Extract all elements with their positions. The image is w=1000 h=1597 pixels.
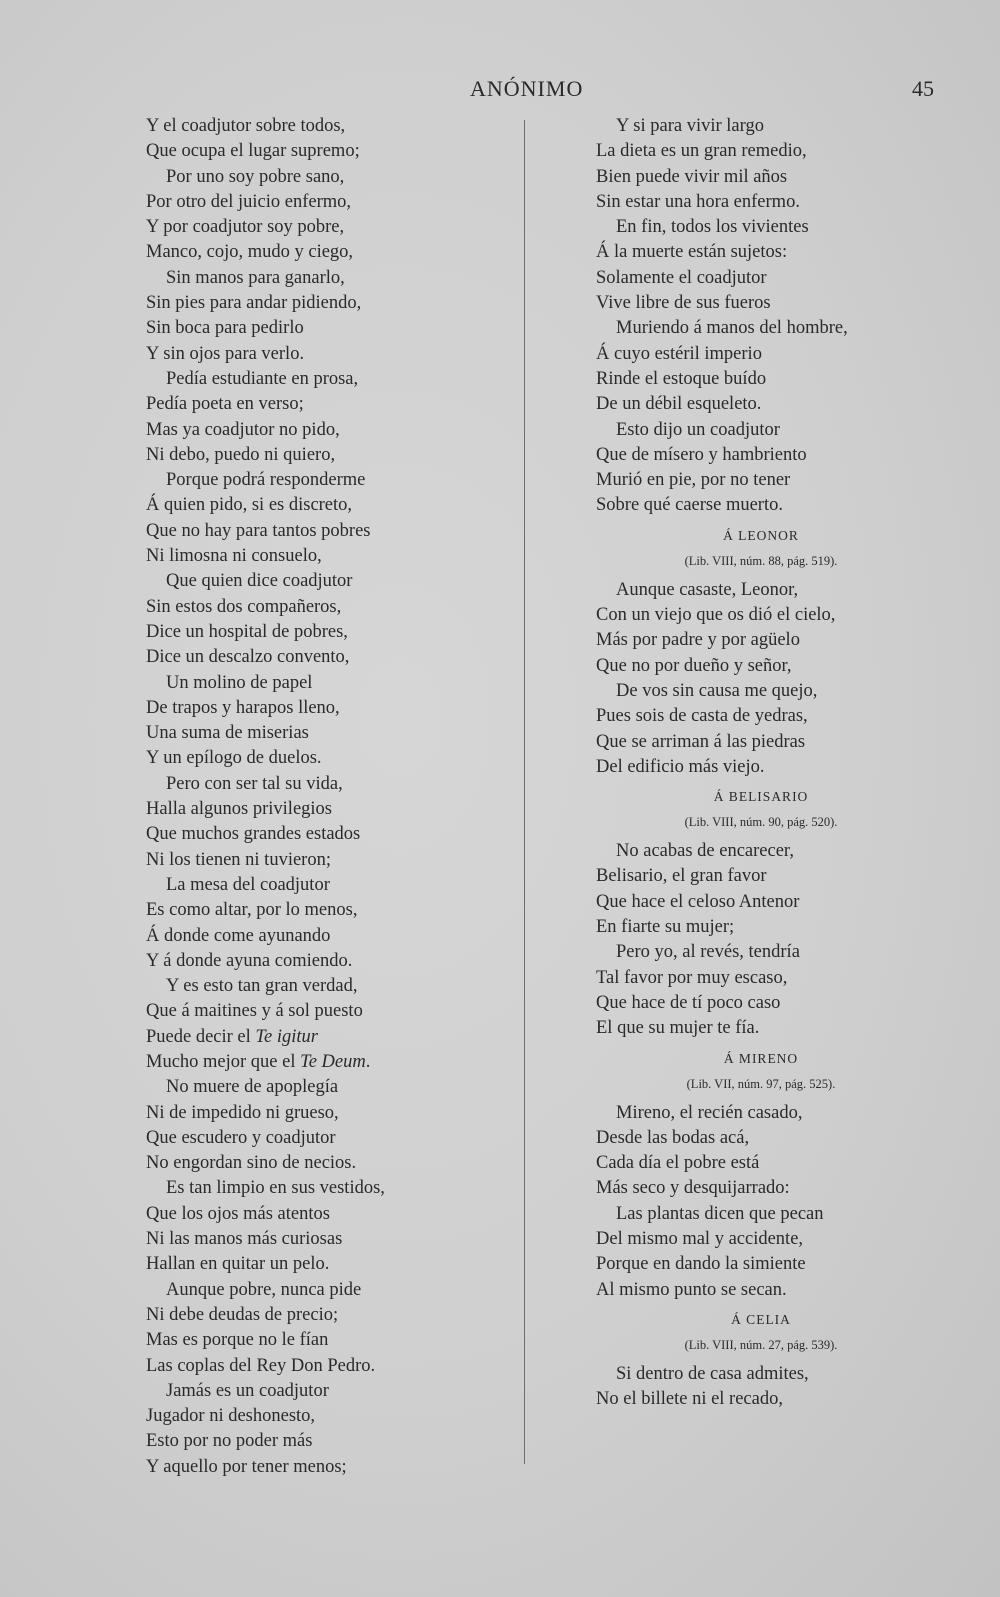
verse-line: Que quien dice coadjutor (166, 571, 353, 592)
verse-line: Pero yo, al revés, tendría (616, 942, 800, 963)
verse-line: Manco, cojo, mudo y ciego, (146, 242, 354, 263)
verse-line (146, 1050, 526, 1075)
verse-line: Ni debo, puedo ni quiero, (146, 444, 336, 465)
verse-line: El que su mujer te fía. (596, 1018, 760, 1039)
poem-heading: Á MIRENO (723, 1050, 799, 1066)
verse-line: De trapos y harapos lleno, (146, 697, 340, 718)
verse-line: Y si para vivir largo (616, 116, 764, 136)
verse-line: Que escudero y coadjutor (146, 1127, 336, 1148)
verse-line: Y un epílogo de duelos. (146, 748, 322, 769)
verse-line: En fin, todos los vivientes (616, 217, 809, 238)
verse-line: Muriendo á manos del hombre, (616, 318, 848, 339)
verse-line: Más por padre y por agüelo (596, 630, 800, 651)
verse-line (146, 1025, 526, 1050)
verse-line: Á quien pido, si es discreto, (146, 495, 353, 516)
verse-line: Á cuyo estéril imperio (596, 343, 762, 364)
verse-line: La dieta es un gran remedio, (596, 141, 807, 162)
verse-line: Sin boca para pedirlo (146, 318, 304, 339)
verse-line: Esto por no poder más (146, 1431, 313, 1452)
verse-line: Á la muerte están sujetos: (596, 242, 788, 263)
verse-line: Que de mísero y hambriento (596, 444, 807, 465)
verse-line: Que á maitines y á sol puesto (146, 1001, 363, 1022)
verse-line: Mireno, el recién casado, (616, 1102, 803, 1123)
verse-line: Pedía estudiante en prosa, (166, 368, 359, 389)
verse-text: Mucho mejor que el (146, 1051, 301, 1072)
verse-line: Jamás es un coadjutor (166, 1380, 329, 1401)
verse-line: Ni de impedido ni grueso, (146, 1102, 339, 1123)
verse-line: Ni limosna ni consuelo, (146, 546, 322, 567)
verse-line: Halla algunos privilegios (146, 799, 332, 820)
verse-line: Sobre qué caerse muerto. (596, 495, 783, 516)
verse-line: Las coplas del Rey Don Pedro. (146, 1355, 376, 1376)
verse-line: Que no por dueño y señor, (596, 655, 792, 676)
verse-line: Pero con ser tal su vida, (166, 773, 343, 794)
verse-line: Y aquello por tener menos; (146, 1456, 347, 1477)
verse-line: Del mismo mal y accidente, (596, 1228, 804, 1249)
verse-line: Que hace de tí poco caso (596, 992, 781, 1013)
running-head (0, 76, 1000, 106)
verse-line: Mas es porque no le fían (146, 1330, 329, 1351)
verse-line: Del edificio más viejo. (596, 756, 765, 777)
poem-heading: Á CELIA (731, 1311, 791, 1327)
verse-line: Pues sois de casta de yedras, (596, 706, 808, 727)
verse-line: Al mismo punto se secan. (596, 1279, 787, 1300)
verse-line: Que se arriman á las piedras (596, 731, 806, 752)
verse-line: Murió en pie, por no tener (596, 470, 791, 491)
verse-line: No engordan sino de necios. (146, 1153, 357, 1174)
verse-line: Sin pies para andar pidiendo, (146, 293, 362, 314)
verse-line: Sin estar una hora enfermo. (596, 191, 800, 212)
verse-line: Hallan en quitar un pelo. (146, 1254, 330, 1275)
verse-line: Tal favor por muy escaso, (596, 967, 788, 988)
verse-italic: Te igitur (255, 1026, 318, 1047)
verse-line: Que muchos grandes estados (146, 824, 361, 845)
verse-line: Por uno soy pobre sano, (166, 166, 345, 187)
verse-line: Jugador ni deshonesto, (146, 1406, 316, 1427)
verse-italic: Te Deum (300, 1051, 366, 1072)
verse-line: Aunque pobre, nunca pide (166, 1279, 362, 1300)
verse-line: La mesa del coadjutor (166, 874, 330, 895)
verse-line: Que ocupa el lugar supremo; (146, 141, 360, 162)
page-title: ANÓNIMO (470, 76, 584, 101)
verse-line: Á donde come ayunando (146, 925, 331, 946)
verse-line: Ni los tienen ni tuvieron; (146, 849, 331, 870)
verse-line: Y por coadjutor soy pobre, (146, 217, 345, 238)
verse-line: Y es esto tan gran verdad, (166, 976, 358, 997)
right-column (596, 114, 926, 1412)
verse-text: Puede decir el (146, 1026, 256, 1047)
poem-citation: (Lib. VIII, núm. 27, pág. 539). (684, 1337, 838, 1352)
verse-line: Por otro del juicio enfermo, (146, 191, 351, 212)
verse-line: Pedía poeta en verso; (146, 394, 304, 415)
verse-line: Porque en dando la simiente (596, 1254, 806, 1275)
verse-line: No muere de apoplegía (166, 1077, 339, 1098)
verse-line: Que hace el celoso Antenor (596, 891, 800, 912)
verse-line: Y á donde ayuna comiendo. (146, 950, 353, 971)
verse-line: Ni las manos más curiosas (146, 1229, 343, 1250)
verse-line: Las plantas dicen que pecan (616, 1203, 824, 1224)
verse-line: Solamente el coadjutor (596, 267, 767, 288)
verse-line: Más seco y desquijarrado: (596, 1178, 790, 1199)
column-divider (524, 120, 525, 1464)
verse-line: Esto dijo un coadjutor (616, 419, 780, 440)
verse-line: Porque podrá responderme (166, 470, 366, 491)
verse-line: Vive libre de sus fueros (596, 293, 771, 314)
verse-line: Ni debe deudas de precio; (146, 1304, 339, 1325)
verse-line: Es como altar, por lo menos, (146, 900, 358, 921)
verse-line: Y sin ojos para verlo. (146, 343, 305, 364)
verse-line: Mas ya coadjutor no pido, (146, 419, 340, 440)
verse-line: Si dentro de casa admites, (616, 1363, 809, 1384)
verse-line: Y el coadjutor sobre todos, (146, 116, 346, 136)
poem-citation: (Lib. VII, núm. 97, pág. 525). (686, 1076, 836, 1091)
verse-line: En fiarte su mujer; (596, 917, 735, 938)
poem-citation: (Lib. VIII, núm. 90, pág. 520). (684, 815, 838, 830)
verse-punctuation: . (365, 1051, 371, 1072)
verse-line: De un débil esqueleto. (596, 394, 762, 415)
verse-line: Con un viejo que os dió el cielo, (596, 605, 836, 626)
verse-line: Que no hay para tantos pobres (146, 520, 371, 541)
verse-line: Un molino de papel (166, 672, 313, 693)
verse-line: Aunque casaste, Leonor, (616, 579, 799, 600)
verse-line: Bien puede vivir mil años (596, 166, 788, 187)
verse-line: No el billete ni el recado, (596, 1389, 783, 1410)
verse-line: Sin manos para ganarlo, (166, 267, 345, 288)
verse-line: De vos sin causa me quejo, (616, 680, 818, 701)
verse-line: Belisario, el gran favor (596, 866, 767, 887)
verse-line: Dice un hospital de pobres, (146, 621, 348, 642)
page-number: 45 (912, 76, 934, 101)
left-column (146, 114, 526, 1480)
verse-line: Dice un descalzo convento, (146, 647, 350, 668)
verse-line: Una suma de miserias (146, 723, 309, 744)
poem-heading: Á LEONOR (723, 527, 799, 543)
verse-line: Rinde el estoque buído (596, 368, 767, 389)
verse-line: Que los ojos más atentos (146, 1203, 330, 1224)
verse-line: Sin estos dos compañeros, (146, 596, 342, 617)
verse-line: No acabas de encarecer, (616, 841, 794, 862)
poem-heading: Á BELISARIO (713, 789, 809, 805)
verse-line: Cada día el pobre está (596, 1153, 760, 1174)
verse-line: Es tan limpio en sus vestidos, (166, 1178, 385, 1199)
verse-line: Desde las bodas acá, (596, 1127, 750, 1148)
poem-citation: (Lib. VIII, núm. 88, pág. 519). (684, 553, 838, 568)
